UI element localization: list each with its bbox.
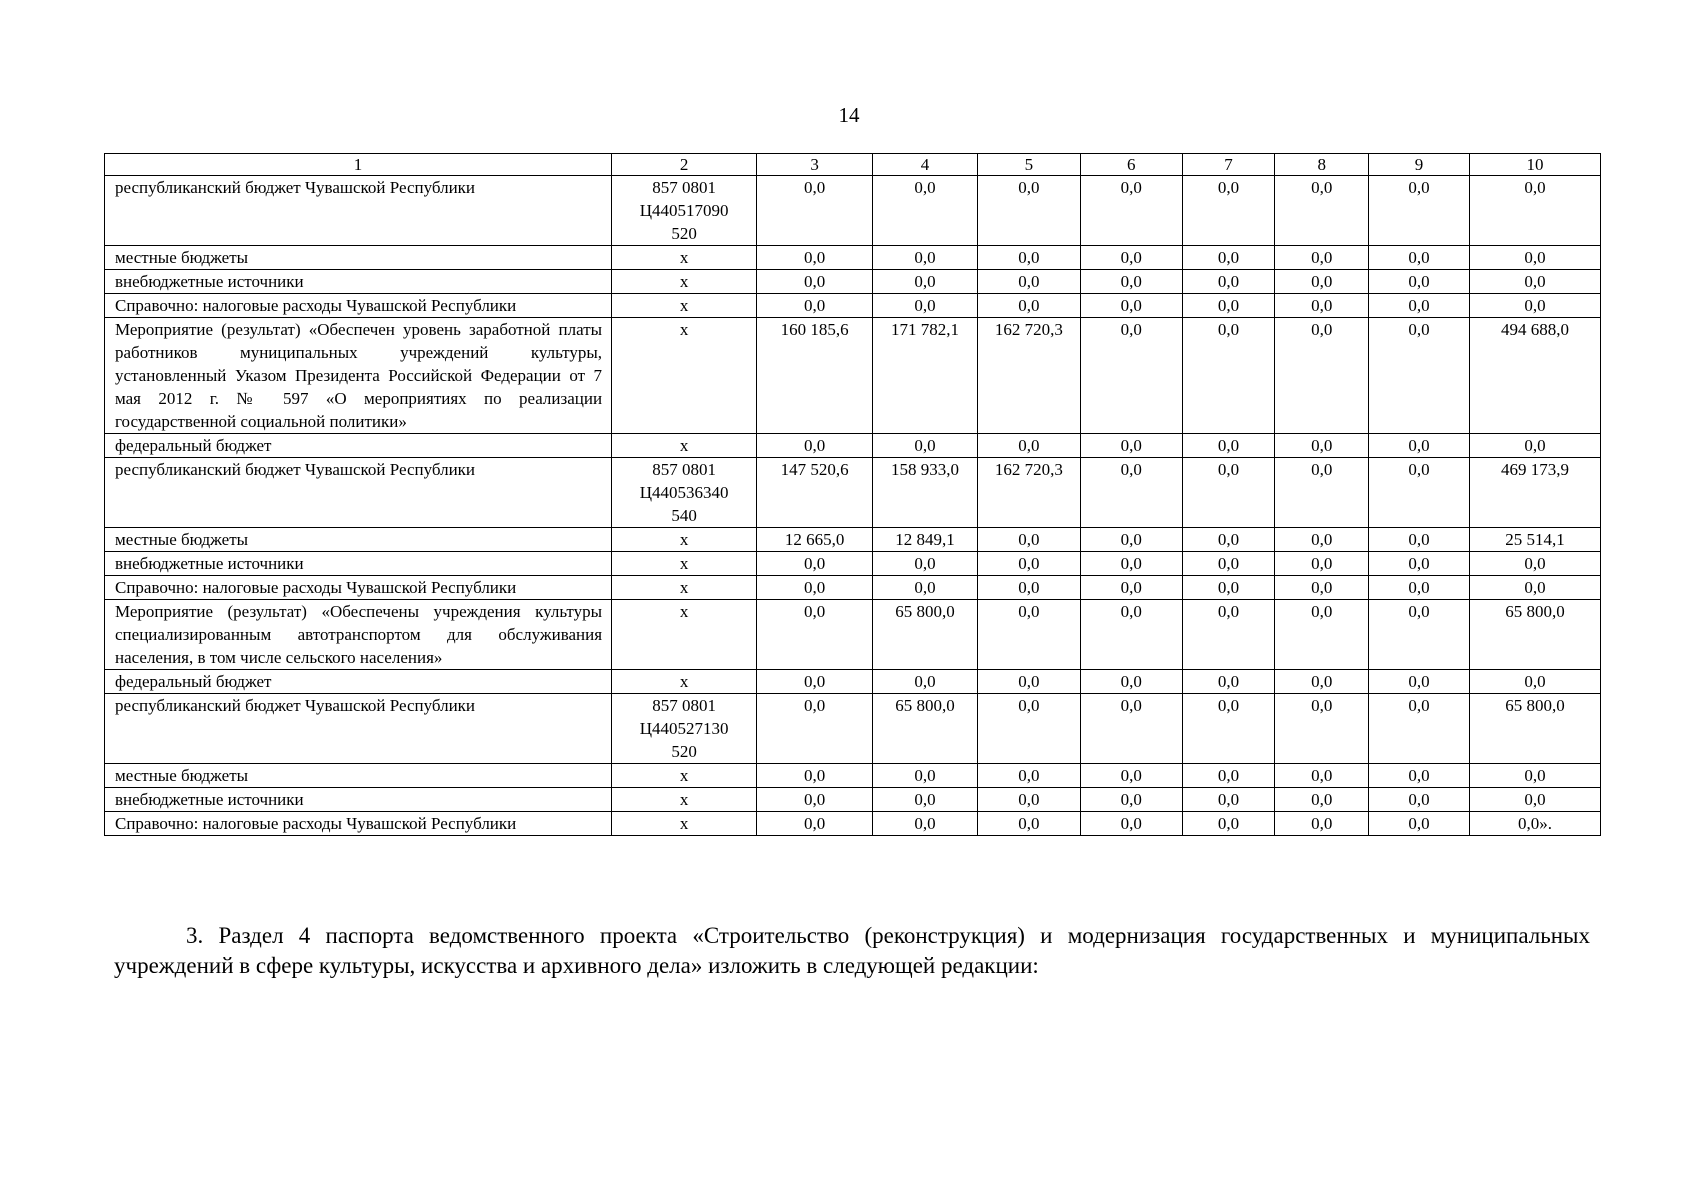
budget-code-line: 540 [671, 506, 697, 525]
budget-code-cell [612, 458, 757, 528]
value-cell: 0,0 [1275, 318, 1369, 434]
value-cell: 0,0 [977, 552, 1080, 576]
value-cell: 65 800,0 [1469, 694, 1600, 764]
budget-code-cell [612, 294, 757, 318]
value-cell: 0,0 [1369, 528, 1470, 552]
value-cell: 0,0 [1182, 764, 1275, 788]
value-cell: 0,0 [757, 600, 873, 670]
table-row [105, 528, 1601, 552]
budget-code-line: 857 0801 [652, 460, 717, 479]
value-cell: 0,0 [1182, 788, 1275, 812]
value-cell: 0,0 [1182, 246, 1275, 270]
value-cell: 0,0 [977, 246, 1080, 270]
value-cell: 0,0 [1080, 270, 1182, 294]
value-cell: 65 800,0 [1469, 600, 1600, 670]
value-cell: 0,0 [1182, 528, 1275, 552]
value-cell: 0,0 [1275, 434, 1369, 458]
column-header: 1 [105, 154, 612, 176]
value-cell: 0,0 [1369, 246, 1470, 270]
table-row [105, 812, 1601, 836]
value-cell: 65 800,0 [873, 600, 978, 670]
value-cell: 0,0 [873, 670, 978, 694]
value-cell: 0,0 [1182, 552, 1275, 576]
value-cell: 0,0 [1369, 434, 1470, 458]
budget-code-cell [612, 434, 757, 458]
value-cell: 0,0 [1275, 764, 1369, 788]
budget-code-cell [612, 318, 757, 434]
value-cell: 0,0 [873, 812, 978, 836]
budget-code-line: х [679, 672, 689, 691]
value-cell: 0,0 [1369, 694, 1470, 764]
value-cell: 0,0 [1369, 812, 1470, 836]
value-cell: 0,0 [1182, 600, 1275, 670]
column-header: 9 [1369, 154, 1470, 176]
value-cell: 0,0 [1275, 694, 1369, 764]
row-label: Справочно: налоговые расходы Чувашской Республики [105, 812, 612, 836]
value-cell: 0,0 [1469, 176, 1600, 246]
table-row [105, 670, 1601, 694]
value-cell: 0,0 [1182, 458, 1275, 528]
column-header: 8 [1275, 154, 1369, 176]
row-label: местные бюджеты [105, 528, 612, 552]
budget-code-cell [612, 812, 757, 836]
budget-code-line: х [679, 766, 689, 785]
value-cell: 0,0 [1275, 270, 1369, 294]
value-cell: 0,0 [1369, 176, 1470, 246]
table-row [105, 318, 1601, 434]
value-cell: 162 720,3 [977, 458, 1080, 528]
table-row [105, 434, 1601, 458]
value-cell: 0,0 [1469, 670, 1600, 694]
budget-code-line: х [679, 554, 689, 573]
value-cell: 162 720,3 [977, 318, 1080, 434]
value-cell: 160 185,6 [757, 318, 873, 434]
value-cell: 0,0 [873, 788, 978, 812]
value-cell: 0,0 [977, 812, 1080, 836]
column-header: 4 [873, 154, 978, 176]
row-label: Справочно: налоговые расходы Чувашской Республики [105, 294, 612, 318]
value-cell: 0,0 [977, 576, 1080, 600]
page-number: 14 [838, 103, 860, 127]
budget-code-line: Ц440536340 [639, 483, 729, 502]
table-row [105, 458, 1601, 528]
budget-code-line: х [679, 248, 689, 267]
value-cell: 0,0 [1080, 294, 1182, 318]
value-cell: 0,0 [1080, 434, 1182, 458]
row-label: республиканский бюджет Чувашской Республики [105, 694, 612, 764]
value-cell: 0,0 [977, 788, 1080, 812]
table-row [105, 576, 1601, 600]
value-cell: 0,0 [1369, 318, 1470, 434]
value-cell: 0,0 [757, 434, 873, 458]
value-cell: 0,0 [1275, 812, 1369, 836]
value-cell: 0,0 [1182, 812, 1275, 836]
value-cell: 494 688,0 [1469, 318, 1600, 434]
budget-code-line: х [679, 296, 689, 315]
row-label: внебюджетные источники [105, 270, 612, 294]
row-label: внебюджетные источники [105, 788, 612, 812]
value-cell: 0,0 [1080, 694, 1182, 764]
value-cell: 65 800,0 [873, 694, 978, 764]
table-row [105, 552, 1601, 576]
value-cell: 0,0 [977, 294, 1080, 318]
table-row [105, 694, 1601, 764]
value-cell: 0,0 [1469, 270, 1600, 294]
value-cell: 0,0 [873, 764, 978, 788]
row-label: Мероприятие (результат) «Обеспечен уровень заработной платы работников муниципальных учреждений культуры, установленный Указом Президента Российской Федерации от 7 мая 2012 г. № 597 «О мероприятиях по реализации государственной социальной политики» [105, 318, 612, 434]
budget-code-line: 520 [671, 224, 697, 243]
table-row [105, 176, 1601, 246]
budget-code-line: х [679, 602, 689, 621]
value-cell: 0,0 [1080, 812, 1182, 836]
budget-code-line: х [679, 814, 689, 833]
budget-code-line: 520 [671, 742, 697, 761]
value-cell: 0,0 [1469, 246, 1600, 270]
value-cell: 0,0 [1080, 458, 1182, 528]
body-paragraph: 3. Раздел 4 паспорта ведомственного проекта «Строительство (реконструкция) и модернизация государственных и муниципальных учреждений в сфере культуры, искусства и архивного дела» изложить в следующей редакции: [114, 923, 1590, 978]
value-cell: 0,0 [1369, 600, 1470, 670]
value-cell: 0,0 [757, 694, 873, 764]
budget-code-cell [612, 552, 757, 576]
row-label: местные бюджеты [105, 764, 612, 788]
budget-code-cell [612, 788, 757, 812]
value-cell: 0,0 [1275, 176, 1369, 246]
row-label: Мероприятие (результат) «Обеспечены учреждения культуры специализированным автотранспортом для обслуживания населения, в том числе сельского населения» [105, 600, 612, 670]
value-cell: 0,0 [757, 246, 873, 270]
value-cell: 171 782,1 [873, 318, 978, 434]
value-cell: 0,0 [1275, 458, 1369, 528]
table-row [105, 246, 1601, 270]
value-cell: 0,0 [1080, 552, 1182, 576]
value-cell: 0,0 [1369, 788, 1470, 812]
value-cell: 0,0 [977, 528, 1080, 552]
column-header: 6 [1080, 154, 1182, 176]
value-cell: 0,0 [977, 670, 1080, 694]
value-cell: 0,0 [873, 176, 978, 246]
value-cell: 0,0 [873, 552, 978, 576]
budget-code-line: х [679, 530, 689, 549]
value-cell: 158 933,0 [873, 458, 978, 528]
value-cell: 0,0 [1275, 670, 1369, 694]
budget-code-cell [612, 764, 757, 788]
column-header: 10 [1469, 154, 1600, 176]
row-label: местные бюджеты [105, 246, 612, 270]
value-cell: 0,0 [1369, 670, 1470, 694]
table-row [105, 788, 1601, 812]
column-header: 5 [977, 154, 1080, 176]
value-cell: 0,0 [1080, 246, 1182, 270]
value-cell: 0,0 [1369, 576, 1470, 600]
value-cell: 0,0 [873, 270, 978, 294]
value-cell: 0,0 [1369, 294, 1470, 318]
value-cell: 0,0 [1182, 270, 1275, 294]
value-cell: 0,0 [1080, 600, 1182, 670]
column-header: 7 [1182, 154, 1275, 176]
value-cell: 0,0 [757, 176, 873, 246]
budget-code-line: х [679, 790, 689, 809]
budget-code-cell [612, 176, 757, 246]
value-cell: 0,0 [1275, 788, 1369, 812]
value-cell: 0,0 [977, 434, 1080, 458]
value-cell: 0,0 [757, 812, 873, 836]
value-cell: 0,0 [1275, 294, 1369, 318]
value-cell: 0,0 [1469, 294, 1600, 318]
value-cell: 0,0 [1469, 434, 1600, 458]
value-cell: 0,0 [1182, 294, 1275, 318]
value-cell: 12 849,1 [873, 528, 978, 552]
value-cell: 0,0 [757, 294, 873, 318]
row-label: внебюджетные источники [105, 552, 612, 576]
table-row [105, 764, 1601, 788]
value-cell: 0,0 [1369, 552, 1470, 576]
value-cell: 0,0 [1182, 434, 1275, 458]
budget-code-line: х [679, 578, 689, 597]
budget-code-line: х [679, 436, 689, 455]
value-cell: 0,0 [977, 694, 1080, 764]
value-cell: 0,0 [873, 294, 978, 318]
value-cell: 0,0 [1182, 694, 1275, 764]
value-cell: 0,0 [1275, 552, 1369, 576]
value-cell: 0,0 [1182, 318, 1275, 434]
value-cell: 0,0 [757, 576, 873, 600]
value-cell: 0,0 [1182, 176, 1275, 246]
value-cell: 0,0 [1275, 246, 1369, 270]
row-label: федеральный бюджет [105, 434, 612, 458]
value-cell: 0,0 [1469, 576, 1600, 600]
value-cell: 0,0 [977, 176, 1080, 246]
value-cell: 0,0 [1080, 576, 1182, 600]
table-row [105, 270, 1601, 294]
value-cell: 0,0 [1369, 764, 1470, 788]
value-cell: 147 520,6 [757, 458, 873, 528]
value-cell: 0,0 [1369, 270, 1470, 294]
budget-code-line: х [679, 272, 689, 291]
value-cell: 0,0 [1182, 576, 1275, 600]
value-cell: 0,0 [873, 434, 978, 458]
value-cell: 0,0 [1080, 176, 1182, 246]
budget-code-line: х [679, 320, 689, 339]
value-cell: 0,0 [1080, 528, 1182, 552]
value-cell: 0,0 [1469, 764, 1600, 788]
value-cell: 0,0 [1080, 318, 1182, 434]
column-header: 2 [612, 154, 757, 176]
budget-code-cell [612, 528, 757, 552]
budget-code-cell [612, 270, 757, 294]
budget-code-cell [612, 694, 757, 764]
budget-code-line: Ц440527130 [639, 719, 729, 738]
value-cell: 0,0 [1369, 458, 1470, 528]
value-cell: 0,0 [1469, 552, 1600, 576]
value-cell: 0,0 [977, 764, 1080, 788]
value-cell: 0,0 [1469, 788, 1600, 812]
value-cell: 0,0 [1275, 528, 1369, 552]
budget-code-line: 857 0801 [652, 178, 717, 197]
value-cell: 12 665,0 [757, 528, 873, 552]
budget-code-line: Ц440517090 [639, 201, 729, 220]
budget-code-cell [612, 246, 757, 270]
table-body [105, 176, 1601, 836]
value-cell: 0,0 [757, 670, 873, 694]
row-label: федеральный бюджет [105, 670, 612, 694]
value-cell: 0,0 [1080, 670, 1182, 694]
value-cell: 0,0 [873, 246, 978, 270]
table-header-row [105, 154, 1601, 176]
value-cell: 469 173,9 [1469, 458, 1600, 528]
value-cell: 0,0 [1080, 764, 1182, 788]
value-cell: 0,0 [757, 788, 873, 812]
budget-code-line: 857 0801 [652, 696, 717, 715]
table-row [105, 294, 1601, 318]
value-cell: 0,0 [1080, 788, 1182, 812]
value-cell: 25 514,1 [1469, 528, 1600, 552]
value-cell: 0,0 [757, 764, 873, 788]
value-cell: 0,0 [1182, 670, 1275, 694]
budget-code-cell [612, 670, 757, 694]
value-cell: 0,0 [757, 552, 873, 576]
value-cell: 0,0 [977, 270, 1080, 294]
budget-code-cell [612, 600, 757, 670]
value-cell: 0,0 [757, 270, 873, 294]
value-cell: 0,0 [873, 576, 978, 600]
table-row [105, 600, 1601, 670]
budget-code-cell [612, 576, 757, 600]
column-header: 3 [757, 154, 873, 176]
value-cell: 0,0 [1275, 576, 1369, 600]
value-cell: 0,0 [977, 600, 1080, 670]
budget-table [104, 153, 1601, 836]
row-label: республиканский бюджет Чувашской Республики [105, 176, 612, 246]
row-label: Справочно: налоговые расходы Чувашской Республики [105, 576, 612, 600]
row-label: республиканский бюджет Чувашской Республики [105, 458, 612, 528]
value-cell: 0,0». [1469, 812, 1600, 836]
value-cell: 0,0 [1275, 600, 1369, 670]
